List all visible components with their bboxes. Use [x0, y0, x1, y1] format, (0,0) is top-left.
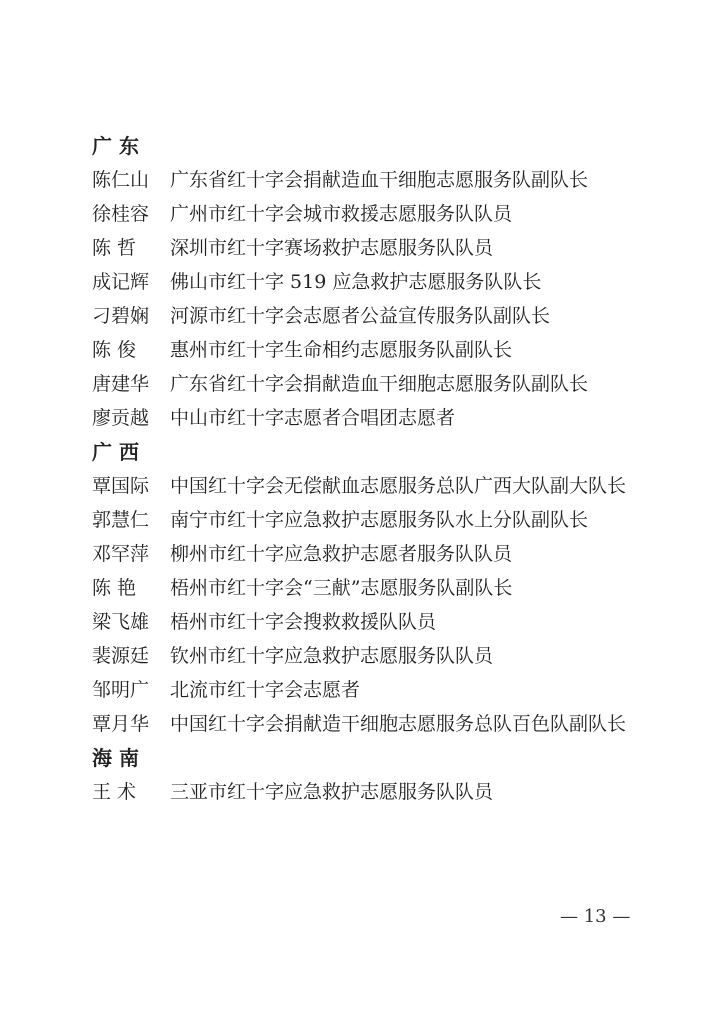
person-duty: 深圳市红十字赛场救护志愿服务队队员 — [170, 237, 494, 259]
person-duty: 梧州市红十字会搜救救援队队员 — [170, 611, 437, 633]
person-duty: 惠州市红十字生命相约志愿服务队副队长 — [170, 339, 513, 361]
person-name: 陈 艳 — [92, 577, 137, 599]
honoree-list — [92, 129, 632, 809]
list-item — [92, 265, 632, 299]
region-heading: 广 东 — [92, 134, 139, 158]
person-duty: 河源市红十字会志愿者公益宣传服务队副队长 — [170, 305, 551, 327]
list-item — [92, 299, 632, 333]
person-duty: 佛山市红十字 519 应急救护志愿服务队队长 — [170, 271, 542, 293]
person-name: 刁碧娴 — [92, 305, 150, 327]
person-duty: 广东省红十字会捐献造血干细胞志愿服务队副队长 — [170, 373, 589, 395]
person-duty: 柳州市红十字应急救护志愿者服务队队员 — [170, 543, 513, 565]
person-name: 梁飞雄 — [92, 611, 150, 633]
section-guangxi — [92, 435, 632, 741]
person-name: 廖贡越 — [92, 407, 150, 429]
list-item — [92, 639, 632, 673]
person-name: 郭慧仁 — [92, 509, 150, 531]
person-name: 成记辉 — [92, 271, 150, 293]
person-name: 覃国际 — [92, 475, 150, 497]
person-name: 陈 俊 — [92, 339, 137, 361]
list-item — [92, 673, 632, 707]
person-duty: 梧州市红十字会“三献”志愿服务队副队长 — [170, 577, 513, 599]
person-duty: 北流市红十字会志愿者 — [170, 679, 361, 701]
list-item — [92, 605, 632, 639]
list-item — [92, 367, 632, 401]
list-item — [92, 163, 632, 197]
section-hainan — [92, 741, 632, 809]
person-name: 王 术 — [92, 781, 137, 803]
list-item — [92, 333, 632, 367]
person-name: 陈 哲 — [92, 237, 137, 259]
list-item — [92, 571, 632, 605]
list-item — [92, 231, 632, 265]
person-name: 邓罕萍 — [92, 543, 150, 565]
person-duty: 中国红十字会捐献造干细胞志愿服务总队百色队副队长 — [170, 713, 627, 735]
person-name: 徐桂容 — [92, 203, 150, 225]
list-item — [92, 401, 632, 435]
person-duty: 广东省红十字会捐献造血干细胞志愿服务队副队长 — [170, 169, 589, 191]
list-item — [92, 469, 632, 503]
person-duty: 钦州市红十字应急救护志愿服务队队员 — [170, 645, 494, 667]
list-item — [92, 503, 632, 537]
person-name: 陈仁山 — [92, 169, 150, 191]
person-name: 裴源廷 — [92, 645, 150, 667]
person-name: 覃月华 — [92, 713, 150, 735]
list-item — [92, 707, 632, 741]
person-name: 邹明广 — [92, 679, 150, 701]
person-duty: 南宁市红十字应急救护志愿服务队水上分队副队长 — [170, 509, 589, 531]
region-heading: 海 南 — [92, 746, 139, 770]
section-guangdong — [92, 129, 632, 435]
person-duty: 三亚市红十字应急救护志愿服务队队员 — [170, 781, 494, 803]
list-item — [92, 775, 632, 809]
person-duty: 中国红十字会无偿献血志愿服务总队广西大队副大队长 — [170, 475, 627, 497]
person-name: 唐建华 — [92, 373, 150, 395]
page-number: — 13 — — [560, 906, 631, 927]
person-duty: 广州市红十字会城市救援志愿服务队队员 — [170, 203, 513, 225]
region-heading: 广 西 — [92, 440, 139, 464]
person-duty: 中山市红十字志愿者合唱团志愿者 — [170, 407, 456, 429]
list-item — [92, 537, 632, 571]
list-item — [92, 197, 632, 231]
